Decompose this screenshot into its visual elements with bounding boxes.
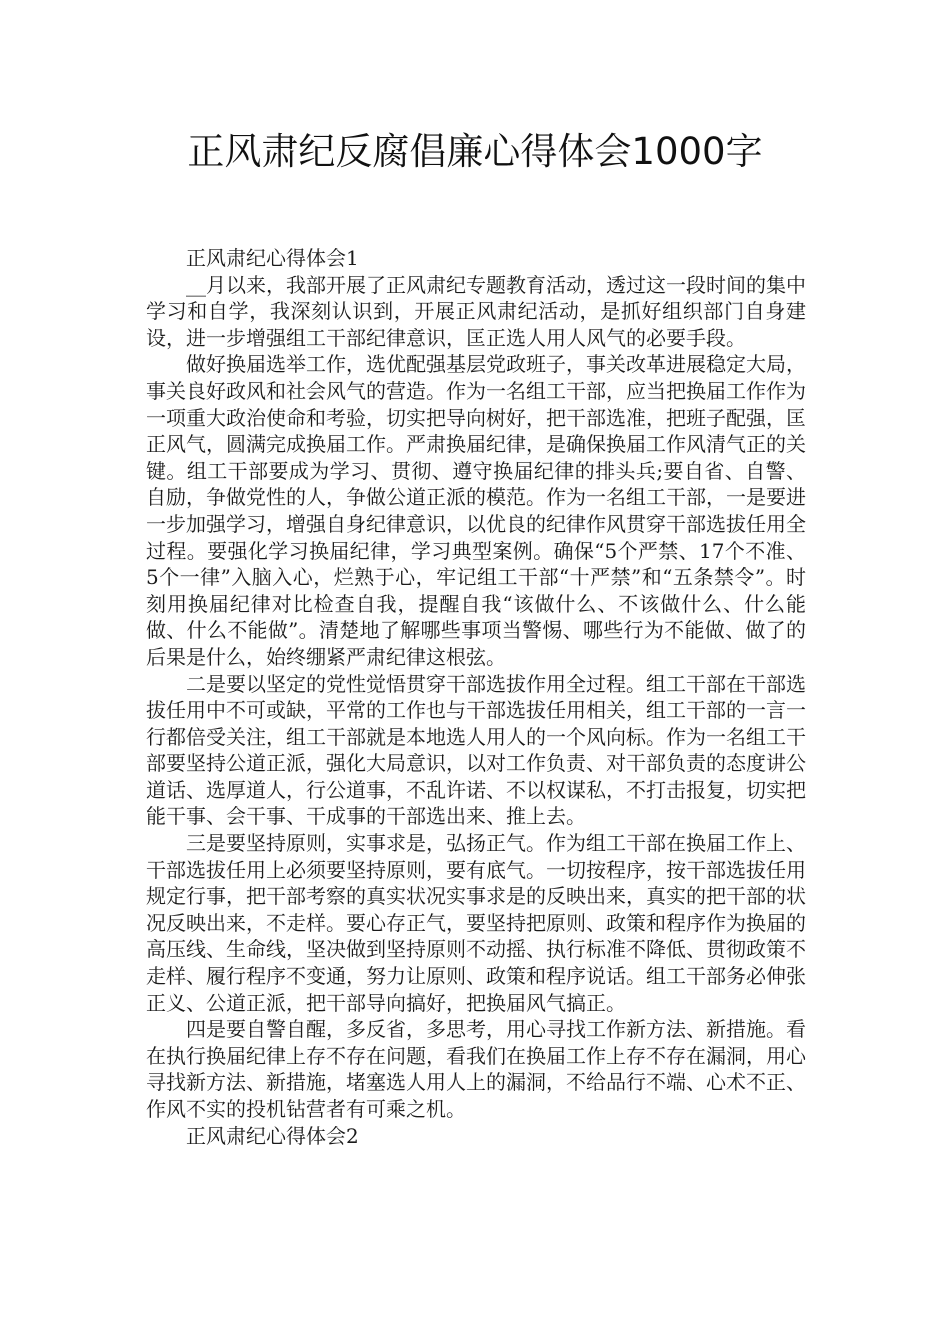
section-heading: 正风肃纪心得体会2	[186, 1123, 359, 1148]
paragraph: 做好换届选举工作，选优配强基层党政班子，事关改革进展稳定大局，事关良好政风和社会风气的营造。作为一名组工干部，应当把换届工作作为一项重大政治使命和考验，切实把导向树好，把干部选准，把班子配强，匡正风气，圆满完成换届工作。严肃换届纪律，是确保换届工作风清气正的关键。组工干部要成为学习、贯彻、遵守换届纪律的排头兵;要自省、自警、自励，争做党性的人，争做公道正派的模范。作为一名组工干部，一是要进一步加强学习，增强自身纪律意识，以优良的纪律作风贯穿干部选拔任用全过程。要强化学习换届纪律，学习典型案例。确保“5个严禁、17个不准、5个一律”入脑入心，烂熟于心，牢记组工干部“十严禁”和“五条禁令”。时刻用换届纪律对比检查自我，提醒自我“该做什么、不该做什么、什么能做、什么不能做”。清楚地了解哪些事项当警惕、哪些行为不能做、做了的后果是什么，始终绷紧严肃纪律这根弦。	[146, 352, 806, 669]
paragraph: 二是要以坚定的党性觉悟贯穿干部选拔作用全过程。组工干部在干部选拔任用中不可或缺，平常的工作也与干部选拔任用相关，组工干部的一言一行都倍受关注，组工干部就是本地选人用人的一个风向标。作为一名组工干部要坚持公道正派，强化大局意识，以对工作负责、对干部负责的态度讲公道话、选厚道人，行公道事，不乱许诺、不以权谋私，不打击报复，切实把能干事、会干事、干成事的干部选出来、推上去。	[146, 671, 806, 829]
document-title: 正风肃纪反腐倡廉心得体会1000字	[187, 130, 763, 173]
paragraph: 四是要自警自醒，多反省，多思考，用心寻找工作新方法、新措施。看在执行换届纪律上存不存在问题，看我们在换届工作上存不存在漏洞，用心寻找新方法、新措施，堵塞选人用人上的漏洞，不给品行不端、心术不正、作风不实的投机钻营者有可乘之机。	[146, 1017, 806, 1121]
paragraph: __月以来，我部开展了正风肃纪专题教育活动，透过这一段时间的集中学习和自学，我深刻认识到，开展正风肃纪活动，是抓好组织部门自身建设，进一步增强组工干部纪律意识，匡正选人用人风气的必要手段。	[146, 272, 806, 350]
paragraph: 三是要坚持原则，实事求是，弘扬正气。作为组工干部在换届工作上、干部选拔任用上必须要坚持原则，要有底气。一切按程序，按干部选拔任用规定行事，把干部考察的真实状况实事求是的反映出来，真实的把干部的状况反映出来，不走样。要心存正气，要坚持把原则、政策和程序作为换届的高压线、生命线，坚决做到坚持原则不动摇、执行标准不降低、贯彻政策不走样、履行程序不变通，努力让原则、政策和程序说话。组工干部务必伸张正义、公道正派，把干部导向搞好，把换届风气搞正。	[146, 831, 806, 1015]
section-heading: 正风肃纪心得体会1	[186, 246, 359, 270]
document-body	[146, 245, 806, 1149]
